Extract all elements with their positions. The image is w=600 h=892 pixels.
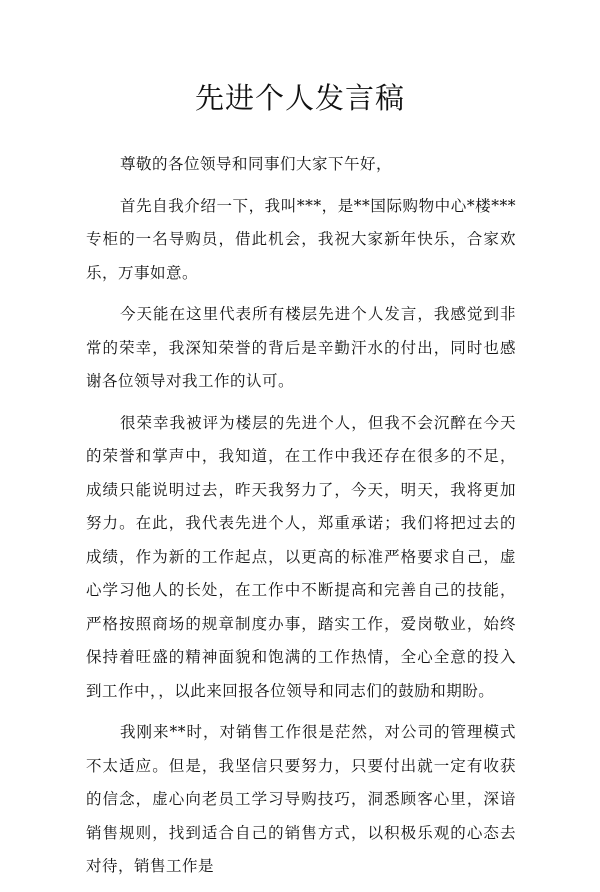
introduction-paragraph: 首先自我介绍一下，我叫***，是**国际购物中心*楼***专柜的一名导购员，借此机会，我祝大家新年快乐，合家欢乐，万事如意。: [86, 196, 516, 282]
honor-paragraph: 今天能在这里代表所有楼层先进个人发言，我感觉到非常的荣幸，我深知荣誉的背后是辛勤汗水的付出，同时也感谢各位领导对我工作的认可。: [86, 305, 516, 390]
greeting-paragraph: 尊敬的各位领导和同事们大家下午好，: [120, 155, 393, 173]
document-body: [86, 148, 516, 892]
document-title: 先进个人发言稿: [194, 81, 405, 115]
commitment-paragraph: 很荣幸我被评为楼层的先进个人，但我不会沉醉在今天的荣誉和掌声中，我知道，在工作中我还存在很多的不足，成绩只能说明过去，昨天我努力了，今天，明天，我将更加努力。在此，我代表先进个人，郑重承诺；我们将把过去的成绩，作为新的工作起点，以更高的标准严格要求自己，虚心学习他人的长处，在工作中不断提高和完善自己的技能，严格按照商场的规章制度办事，踏实工作，爱岗敬业，始终保持着旺盛的精神面貌和饱满的工作热情，全心全意的投入到工作中，，以此来回报各位领导和同志们的鼓励和期盼。: [86, 413, 516, 700]
experience-paragraph: 我刚来**时，对销售工作很是茫然，对公司的管理模式不太适应。但是，我坚信只要努力，只要付出就一定有收获的信念，虚心向老员工学习导购技巧，洞悉顾客心里，深谙销售规则，找到适合自己的销售方式，以积极乐观的心态去对待，销售工作是: [86, 723, 516, 875]
